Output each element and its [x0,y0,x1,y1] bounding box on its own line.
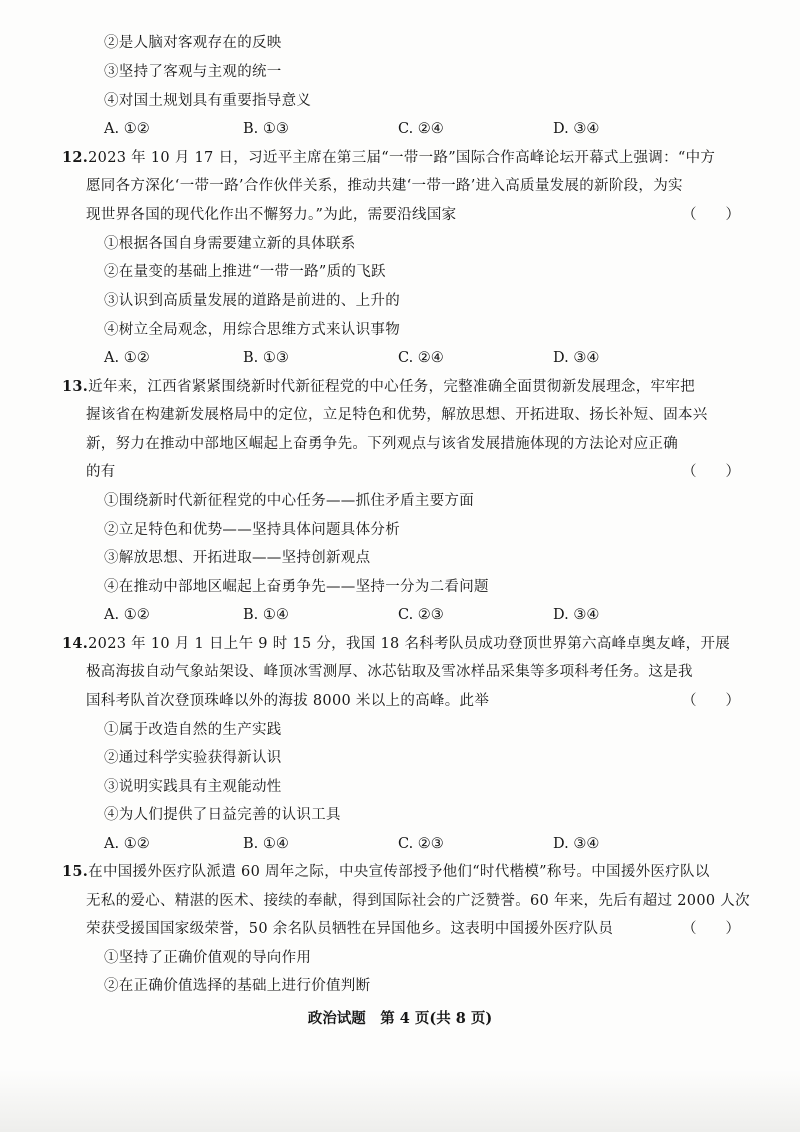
q15-stem-line-3: 荣获受援国国家级荣誉，50 余名队员牺牲在异国他乡。这表明中国援外医疗队员 [86,921,614,937]
q13-stem-line-4: 的有 [86,464,116,480]
q13-stem-text-1: 近年来，江西省紧紧围绕新时代新征程党的中心任务，完整准确全面贯彻新发展理念，牢牢把 [88,379,695,395]
q14-stem-line-1 [62,634,730,654]
q14-stem-line-2: 极高海拔自动气象站架设、峰顶冰雪测厚、冰芯钻取及雪冰样品采集等多项科考任务。这是我 [86,664,693,680]
q14-option-d[interactable]: D. ③④ [553,836,600,852]
q13-option-b[interactable]: B. ①④ [243,607,289,623]
q14-option-a[interactable]: A. ①② [104,836,150,852]
q12-answer-parentheses: （ ） [682,207,740,223]
q12-statement-4: ④树立全局观念，用综合思维方式来认识事物 [104,322,400,338]
q15-statement-2: ②在正确价值选择的基础上进行价值判断 [104,978,371,994]
q13-option-d[interactable]: D. ③④ [553,607,600,623]
page-footer: 政治试题 第 4 页(共 8 页) [307,1010,493,1027]
q14-stem-line-3: 国科考队首次登顶珠峰以外的海拔 8000 米以上的高峰。此举 [86,693,490,709]
q15-stem-text-1: 在中国援外医疗队派遣 60 周年之际，中央宣传部授予他们“时代楷模”称号。中国援外医疗队以 [88,864,710,880]
q11-statement-4: ④对国土规划具有重要指导意义 [104,93,312,109]
q11-option-b[interactable]: B. ①③ [243,121,289,137]
q13-number: 13. [62,378,89,395]
q11-statement-2: ②是人脑对客观存在的反映 [104,35,282,51]
q14-statement-2: ②通过科学实验获得新认识 [104,750,282,766]
q12-option-b[interactable]: B. ①③ [243,350,289,366]
q15-number: 15. [62,863,89,880]
q12-option-a[interactable]: A. ①② [104,350,150,366]
q15-statement-1: ①坚持了正确价值观的导向作用 [104,950,312,966]
q13-option-c[interactable]: C. ②③ [398,607,444,623]
q12-option-c[interactable]: C. ②④ [398,350,444,366]
q13-stem-line-1 [62,377,695,397]
q12-stem-line-3: 现世界各国的现代化作出不懈努力。”为此，需要沿线国家 [86,207,457,223]
q12-stem-line-2: 愿同各方深化‘一带一路’合作伙伴关系，推动共建‘一带一路’进入高质量发展的新阶段，为实 [86,178,683,194]
q13-statement-1: ①围绕新时代新征程党的中心任务——抓住矛盾主要方面 [104,493,474,509]
q11-option-c[interactable]: C. ②④ [398,121,444,137]
q14-statement-1: ①属于改造自然的生产实践 [104,722,282,738]
q13-statement-2: ②立足特色和优势——坚持具体问题具体分析 [104,522,400,538]
q15-answer-parentheses: （ ） [682,921,740,937]
q11-option-d[interactable]: D. ③④ [553,121,600,137]
q13-stem-line-2: 握该省在构建新发展格局中的定位，立足特色和优势，解放思想、开拓进取、扬长补短、固本兴 [86,407,708,423]
q15-stem-line-2: 无私的爱心、精湛的医术、接续的奉献，得到国际社会的广泛赞誉。60 年来，先后有超过 2000 人次 [86,893,750,909]
q14-stem-text-1: 2023 年 10 月 1 日上午 9 时 15 分，我国 18 名科考队员成功登顶世界第六高峰卓奥友峰，开展 [88,636,731,652]
q15-stem-line-1 [62,862,710,882]
q12-statement-3: ③认识到高质量发展的道路是前进的、上升的 [104,293,400,309]
q12-statement-2: ②在量变的基础上推进“一带一路”质的飞跃 [104,264,386,280]
q11-statement-3: ③坚持了客观与主观的统一 [104,64,282,80]
q13-option-a[interactable]: A. ①② [104,607,150,623]
q12-stem-text-1: 2023 年 10 月 17 日，习近平主席在第三届“一带一路”国际合作高峰论坛开幕式上强调：“中方 [88,150,716,166]
q14-option-b[interactable]: B. ①④ [243,836,289,852]
q12-stem-line-1 [62,148,715,168]
q12-number: 12. [62,149,89,166]
q14-statement-3: ③说明实践具有主观能动性 [104,779,282,795]
q13-stem-line-3: 新，努力在推动中部地区崛起上奋勇争先。下列观点与该省发展措施体现的方法论对应正确 [86,436,678,452]
q11-option-a[interactable]: A. ①② [104,121,150,137]
q14-answer-parentheses: （ ） [682,693,740,709]
q13-statement-3: ③解放思想、开拓进取——坚持创新观点 [104,550,371,566]
q13-answer-parentheses: （ ） [682,464,740,480]
q12-option-d[interactable]: D. ③④ [553,350,600,366]
q14-statement-4: ④为人们提供了日益完善的认识工具 [104,807,341,823]
q12-statement-1: ①根据各国自身需要建立新的具体联系 [104,236,356,252]
q13-statement-4: ④在推动中部地区崛起上奋勇争先——坚持一分为二看问题 [104,579,489,595]
q14-option-c[interactable]: C. ②③ [398,836,444,852]
q14-number: 14. [62,635,89,652]
